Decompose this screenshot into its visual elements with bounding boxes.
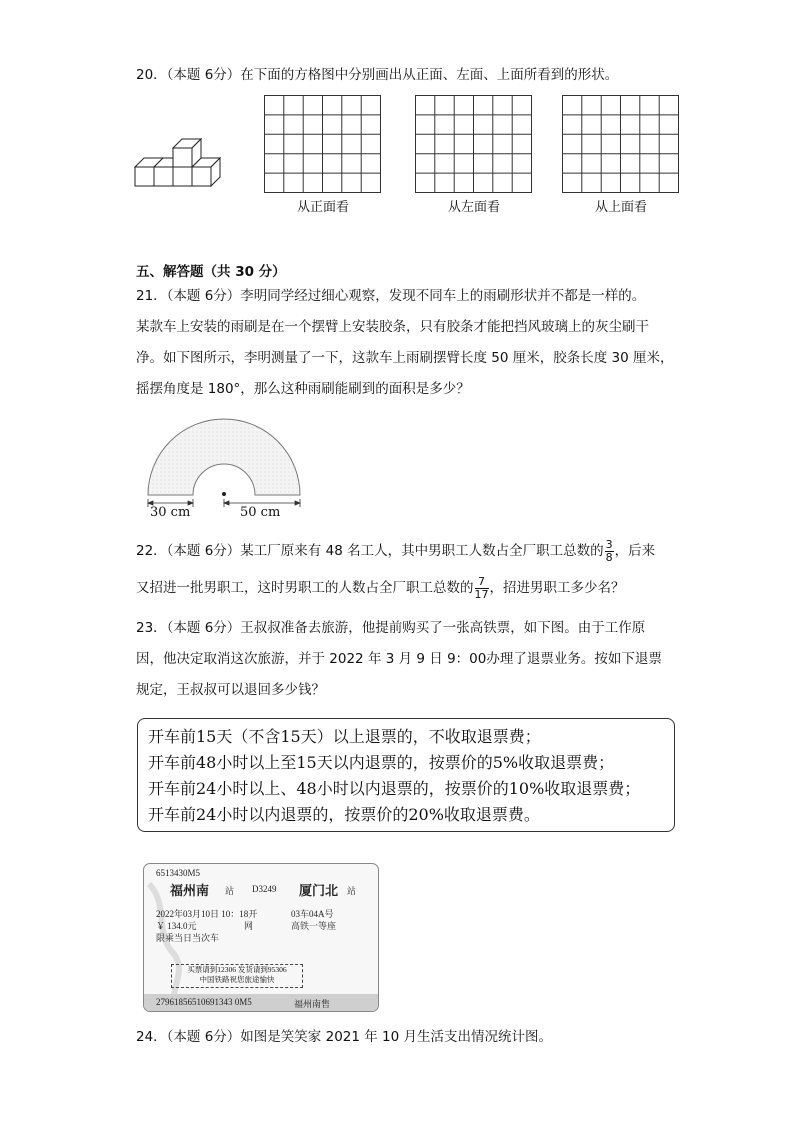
- ticket-train: D3249: [252, 884, 277, 894]
- q21-line-4: 摇摆角度是 180°，那么这种雨刷能刷到的面积是多少？: [136, 381, 470, 397]
- ticket-notice-1: 买票请到12306 发货请到95306: [187, 965, 287, 974]
- fraction-3-8: [605, 539, 614, 564]
- ticket-from-suffix: 站: [225, 886, 235, 896]
- ticket-notice-box: [171, 964, 303, 988]
- rule-4: 开车前24小时以内退票的，按票价的20%收取退票费。: [148, 805, 540, 824]
- ticket-from: 福州南: [170, 884, 210, 899]
- caption-top: 从上面看: [594, 200, 647, 215]
- frac2-den: 17: [474, 587, 489, 601]
- ticket-notice-2: 中国铁路祝您旅途愉快: [199, 975, 275, 984]
- rule-3: 开车前24小时以上、48小时以内退票的，按票价的10%收取退票费；: [148, 779, 641, 798]
- q23-line-2: 因，他决定取消这次旅游，并于 2022 年 3 月 9 日 9：00办理了退票业务。按如下退票: [136, 651, 662, 667]
- ticket-seat-class: 高铁一等座: [291, 921, 337, 931]
- ticket-to-suffix: 站: [347, 886, 357, 896]
- ticket-price: ￥ 134.0元: [156, 921, 197, 931]
- q22-line-1-post: ，后来: [614, 543, 656, 559]
- q22-line-2-post: ，招进男职工多少名？: [489, 580, 625, 596]
- frac1-den: 8: [605, 550, 613, 564]
- cube-figure: [130, 135, 230, 190]
- grid-left[interactable]: [415, 95, 533, 194]
- q22-line-2-pre: 又招进一批男职工，这时男职工的人数占全厂职工总数的: [136, 580, 474, 596]
- fraction-7-17: [475, 576, 489, 601]
- train-ticket: [143, 863, 379, 1012]
- section-title: 五、解答题（共 30 分）: [136, 264, 286, 280]
- q23-line-3: 规定，王叔叔可以退回多少钱？: [136, 682, 325, 698]
- ticket-serial: 27961856510691343 0M5: [156, 997, 252, 1007]
- q23-line-1: 23．（本题 6分）王叔叔准备去旅游，他提前购买了一张高铁票，如下图。由于工作原: [136, 620, 646, 636]
- rule-2: 开车前48小时以上至15天以内退票的，按票价的5%收取退票费；: [148, 753, 615, 772]
- label-30cm: 30 cm: [150, 505, 191, 520]
- rule-1: 开车前15天（不含15天）以上退票的，不收取退票费；: [148, 727, 541, 746]
- q21-line-3: 净。如下图所示，李明测量了一下，这款车上雨刷摆臂长度 50 厘米，胶条长度 30 厘米，: [136, 350, 674, 366]
- frac1-num: 3: [605, 537, 613, 551]
- q24-text: 24．（本题 6分）如图是笑笑家 2021 年 10 月生活支出情况统计图。: [136, 1029, 553, 1045]
- ticket-to: 厦门北: [299, 884, 339, 899]
- ticket-seat: 03车04A号: [291, 909, 334, 919]
- ticket-footer: [144, 994, 378, 1011]
- refund-rules-box: [137, 718, 675, 832]
- q22-line-2: [136, 575, 625, 601]
- q22-line-1: [136, 538, 655, 564]
- caption-front: 从正面看: [296, 200, 349, 215]
- caption-left: 从左面看: [447, 200, 500, 215]
- ticket-date-time: 2022年03月10日 10：18开: [156, 909, 258, 919]
- ticket-sold-at: 福州南售: [294, 999, 331, 1009]
- ticket-code: 6513430M5: [156, 868, 201, 878]
- q21-line-1: 21．（本题 6分）李明同学经过细心观察，发现不同车上的雨刷形状并不都是一样的。: [136, 288, 646, 304]
- frac2-num: 7: [475, 576, 489, 589]
- q21-line-2: 某款车上安装的雨刷是在一个摆臂上安装胶条，只有胶条才能把挡风玻璃上的灰尘刷干: [136, 319, 649, 335]
- q22-line-1-pre: 22．（本题 6分）某工厂原来有 48 名工人，其中男职工人数占全厂职工总数的: [136, 543, 604, 559]
- grid-top[interactable]: [562, 95, 680, 194]
- ticket-note: 限乘当日当次车: [156, 933, 220, 943]
- grid-front[interactable]: [264, 95, 382, 194]
- q20-text: 20．（本题 6分）在下面的方格图中分别画出从正面、左面、上面所看到的形状。: [136, 67, 619, 83]
- label-50cm: 50 cm: [240, 505, 281, 520]
- ticket-channel: 网: [244, 921, 254, 931]
